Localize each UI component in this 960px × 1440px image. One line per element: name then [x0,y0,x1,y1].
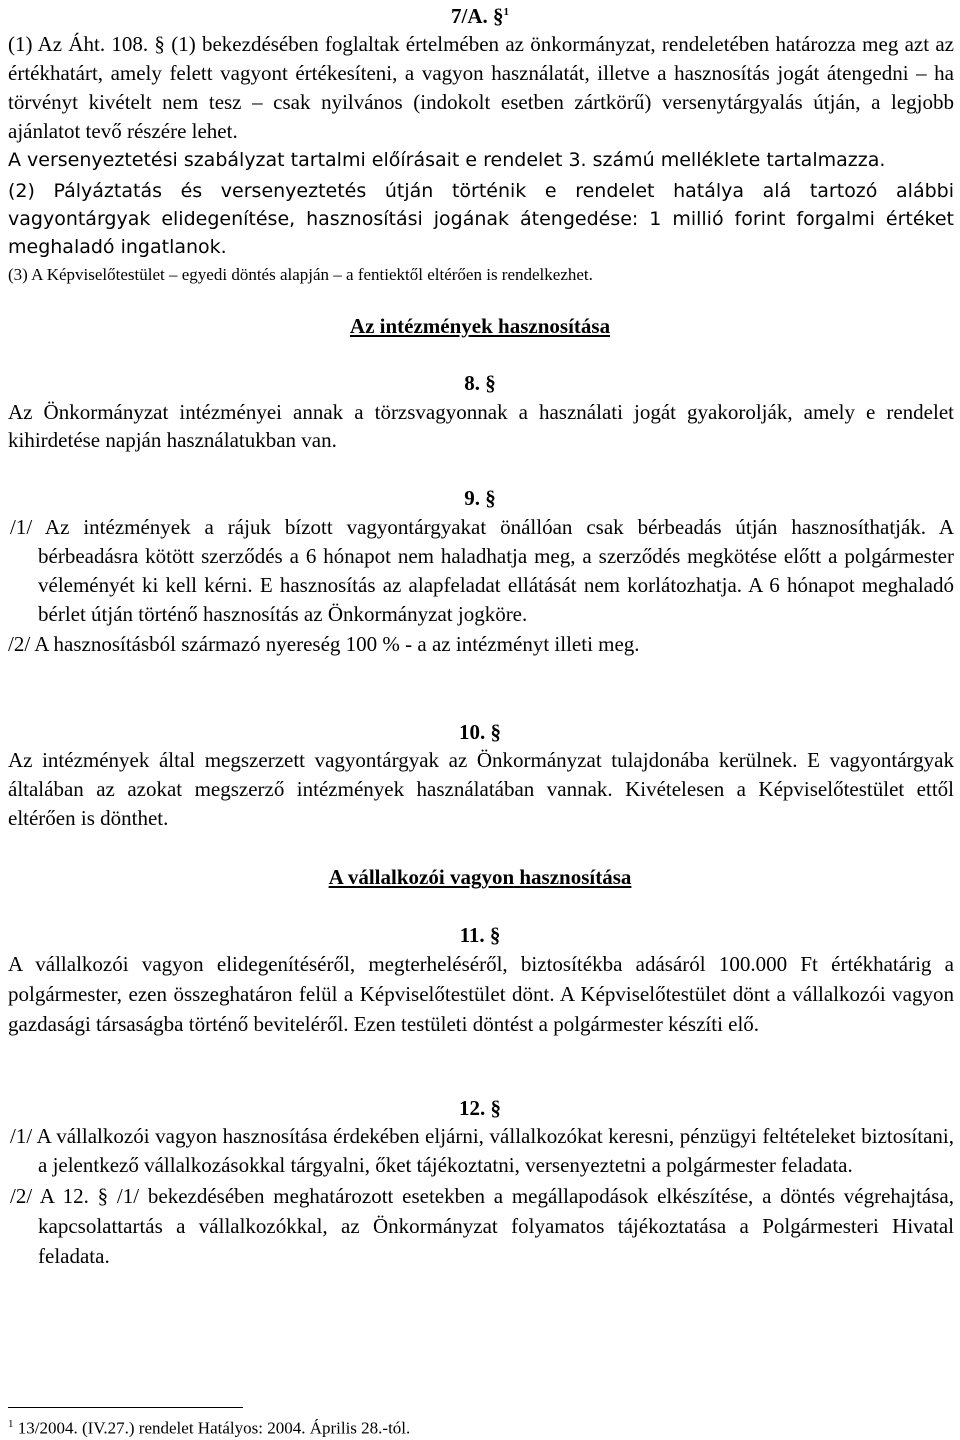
section-7a-paragraph-3: (3) A Képviselőtestület – egyedi döntés alapján – a fentiektől eltérően is rendelkezhet. [8,265,593,284]
section-7a-paragraph-1b: A versenyeztetési szabályzat tartalmi előírásait e rendelet 3. számú melléklete tartalmazza. [8,149,886,171]
section-9-number: 9. § [464,486,496,510]
section-11-number: 11. § [459,923,501,947]
footnote-text: 13/2004. (IV.27.) rendelet Hatályos: 2004. Április 28.-tól. [17,1418,411,1438]
section-8-number: 8. § [464,371,496,395]
section-9-paragraph-1: /1/ Az intézmények a rájuk bízott vagyontárgyakat önállóan csak bérbeadás útján hasznosíthatják. A bérbeadásra kötött szerződés a 6 hónapot nem haladhatja meg, a szerződés megkötése előtt a polgármester véleményét ki kell kérni. E hasznosítás az alapfeladat ellátását nem korlátozhatja. A 6 hónapot meghaladó bérlet útján történő hasznosítás az Önkormányzat jogköre. [10,515,954,626]
section-7a-paragraph-2: (2) Pályáztatás és versenyeztetés útján történik e rendelet hatálya alá tartozó alábbi vagyontárgyak elidegenítése, hasznosítási jogának átengedése: 1 millió forint forgalmi értéket meghaladó ingatlanok. [8,180,954,258]
section-7a-label: 7/A. § [451,4,504,28]
section-12-paragraph-1: /1/ A vállalkozói vagyon hasznosítása érdekében eljárni, vállalkozókat keresni, pénzügyi feltételeket biztosítani, a jelentkező vállalkozásokkal tárgyalni, őket tájékoztatni, versenyeztetni a polgármester feladata. [10,1124,954,1177]
section-7a-header [0,0,960,28]
footnote-ref: 1 [503,6,509,18]
section-12-number: 12. § [459,1096,501,1120]
section-12-paragraph-2: /2/ A 12. § /1/ bekezdésében meghatározott esetekben a megállapodások elkészítése, a döntés végrehajtása, kapcsolattartás a vállalkozókkal, az Önkormányzat folyamatos tájékoztatása a Polgármesteri Hivatal feladata. [10,1184,954,1268]
heading-business-assets: A vállalkozói vagyon hasznosítása [328,865,632,889]
footnote [8,1413,954,1440]
section-7a-paragraph-1: (1) Az Áht. 108. § (1) bekezdésében foglaltak értelmében az önkormányzat, rendeletében határozza meg azt az értékhatárt, amely felett vagyont értékesíteni, a vagyon használatát, illetve a hasznosítás jogát átengedni – ha törvényt kivételt nem tesz – csak nyilvános (indokolt esetben zártkörű) versenytárgyalás útján, a legjobb ajánlatot tevő részére lehet. [8,32,954,143]
footnote-mark: 1 [8,1418,14,1430]
section-10-number: 10. § [459,720,501,744]
section-9-paragraph-2: /2/ A hasznosításból származó nyereség 100 % - a az intézményt illeti meg. [8,632,640,656]
footnote-divider [8,1407,243,1408]
section-8-text: Az Önkormányzat intézményei annak a törzsvagyonnak a használati jogát gyakorolják, amely e rendelet kihirdetése napján használatukban van. [8,400,954,452]
section-10-text: Az intézmények által megszerzett vagyontárgyak az Önkormányzat tulajdonába kerülnek. E vagyontárgyak általában az azokat megszerző intézmények használatában vannak. Kivételesen a Képviselőtestület ettől eltérően is dönthet. [8,748,954,830]
heading-institutions: Az intézmények hasznosítása [349,314,611,338]
section-11-text: A vállalkozói vagyon elidegenítéséről, megterheléséről, biztosítékba adásáról 100.000 Ft értékhatárig a polgármester, ezen összeghatáron felül a Képviselőtestület dönt. A Képviselőtestület dönt a vállalkozói vagyon gazdasági társaságba történő beviteléről. Ezen testületi döntést a polgármester készíti elő. [8,952,954,1036]
section-9-body [8,513,954,659]
section-12-body [8,1122,954,1271]
section-7a-body [8,30,954,289]
